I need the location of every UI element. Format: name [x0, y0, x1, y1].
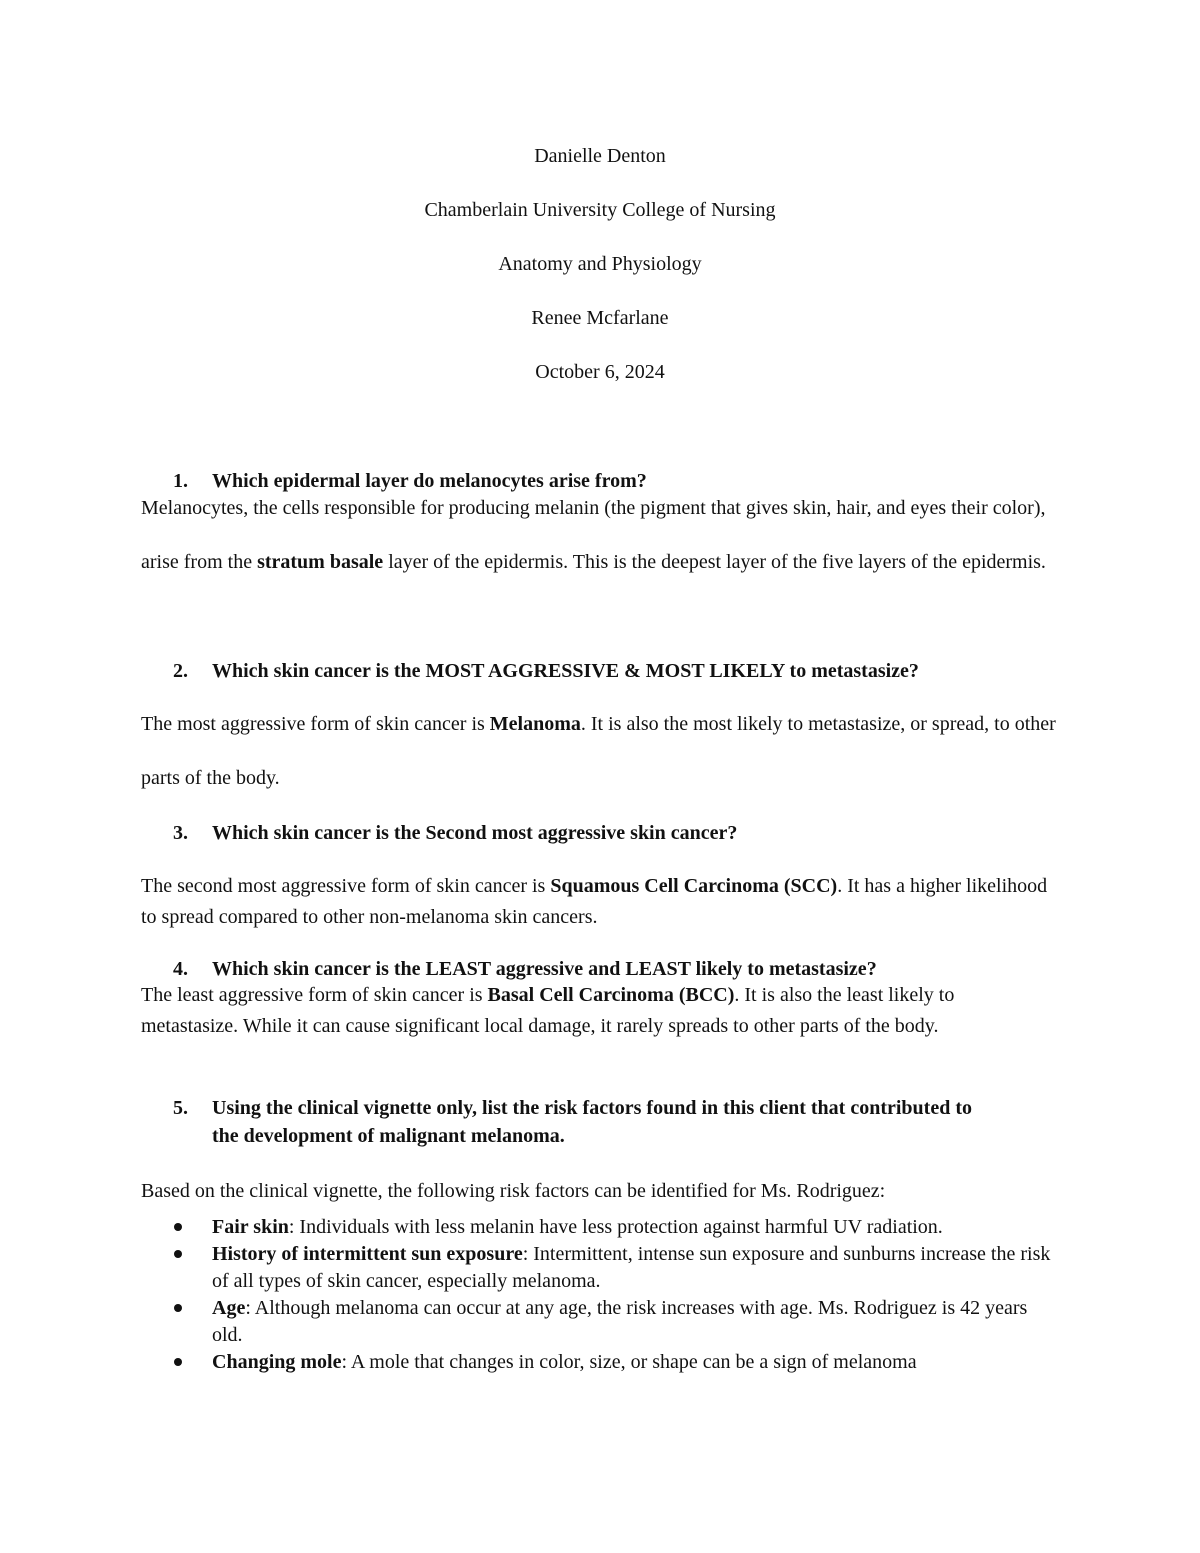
- bullet-icon: [174, 1304, 182, 1312]
- answer-text: The most aggressive form of skin cancer is: [141, 713, 490, 735]
- question-number: 2.: [173, 660, 188, 682]
- risk-factor-term: Age: [212, 1297, 246, 1319]
- risk-factor-term: Fair skin: [212, 1216, 289, 1238]
- answer-emphasis: Squamous Cell Carcinoma (SCC): [550, 875, 838, 897]
- answer-text: . It is also the most likely to metastasize, or spread, to other parts of the body.: [141, 713, 1056, 789]
- answer-emphasis: stratum basale: [257, 551, 384, 573]
- risk-factor-term: Changing mole: [212, 1351, 342, 1373]
- school-name: Chamberlain University College of Nursing: [424, 199, 776, 221]
- list-item: [141, 1241, 1061, 1295]
- answer-text: The least aggressive form of skin cancer is: [141, 984, 488, 1006]
- answer-emphasis: Melanoma: [489, 713, 581, 735]
- question-number: 4.: [173, 958, 188, 980]
- risk-factor-description: : Individuals with less melanin have less protection against harmful UV radiation.: [288, 1216, 943, 1238]
- question-number: 1.: [173, 470, 188, 492]
- list-item: [141, 1214, 1061, 1241]
- answer-paragraph: [141, 697, 1056, 805]
- risk-factor-term: History of intermittent sun exposure: [212, 1243, 523, 1265]
- list-item: [141, 1295, 1061, 1349]
- submission-date: October 6, 2024: [535, 361, 665, 383]
- answer-text: . It has a higher likelihood to spread compared to other non-melanoma skin cancers.: [141, 875, 1048, 928]
- risk-factor-description: : A mole that changes in color, size, or shape can be a sign of melanoma: [341, 1351, 917, 1373]
- question-number: 5.: [173, 1097, 188, 1119]
- risk-factor-list: [141, 1214, 1061, 1376]
- risk-factor-description: : Although melanoma can occur at any age, the risk increases with age. Ms. Rodriguez is 42 years old.: [212, 1297, 1028, 1346]
- answer-paragraph: [141, 980, 1056, 1041]
- answer-intro: Based on the clinical vignette, the following risk factors can be identified for Ms. Rodriguez:: [141, 1180, 886, 1202]
- bullet-icon: [174, 1223, 182, 1231]
- answer-paragraph: [141, 481, 1056, 589]
- risk-factor-description: : Intermittent, intense sun exposure and sunburns increase the risk of all types of skin cancer, especially melanoma.: [212, 1243, 1051, 1292]
- question-heading: Which epidermal layer do melanocytes arise from?: [212, 470, 647, 492]
- author-name: Danielle Denton: [534, 145, 666, 167]
- course-name: Anatomy and Physiology: [498, 253, 702, 275]
- bullet-icon: [174, 1250, 182, 1258]
- answer-paragraph: [141, 871, 1056, 932]
- answer-text: . It is also the least likely to metastasize. While it can cause significant local damage, it rarely spreads to other parts of the body.: [141, 984, 955, 1037]
- question-heading: Which skin cancer is the Second most aggressive skin cancer?: [212, 822, 738, 844]
- bullet-icon: [174, 1358, 182, 1366]
- answer-emphasis: Basal Cell Carcinoma (BCC): [487, 984, 735, 1006]
- question-heading: Which skin cancer is the MOST AGGRESSIVE & MOST LIKELY to metastasize?: [212, 660, 919, 682]
- answer-text: The second most aggressive form of skin cancer is: [141, 875, 551, 897]
- answer-text: Melanocytes, the cells responsible for producing melanin (the pigment that gives skin, hair, and eyes their color), arise from the: [141, 497, 1046, 573]
- answer-text: layer of the epidermis. This is the deepest layer of the five layers of the epidermis.: [383, 551, 1046, 573]
- list-item: [141, 1349, 1061, 1376]
- question-number: 3.: [173, 822, 188, 844]
- title-block: [0, 142, 1200, 412]
- question-heading: Which skin cancer is the LEAST aggressive and LEAST likely to metastasize?: [212, 958, 877, 980]
- question-heading: Using the clinical vignette only, list the risk factors found in this client that contributed to the development of malignant melanoma.: [212, 1097, 972, 1147]
- instructor-name: Renee Mcfarlane: [531, 307, 669, 329]
